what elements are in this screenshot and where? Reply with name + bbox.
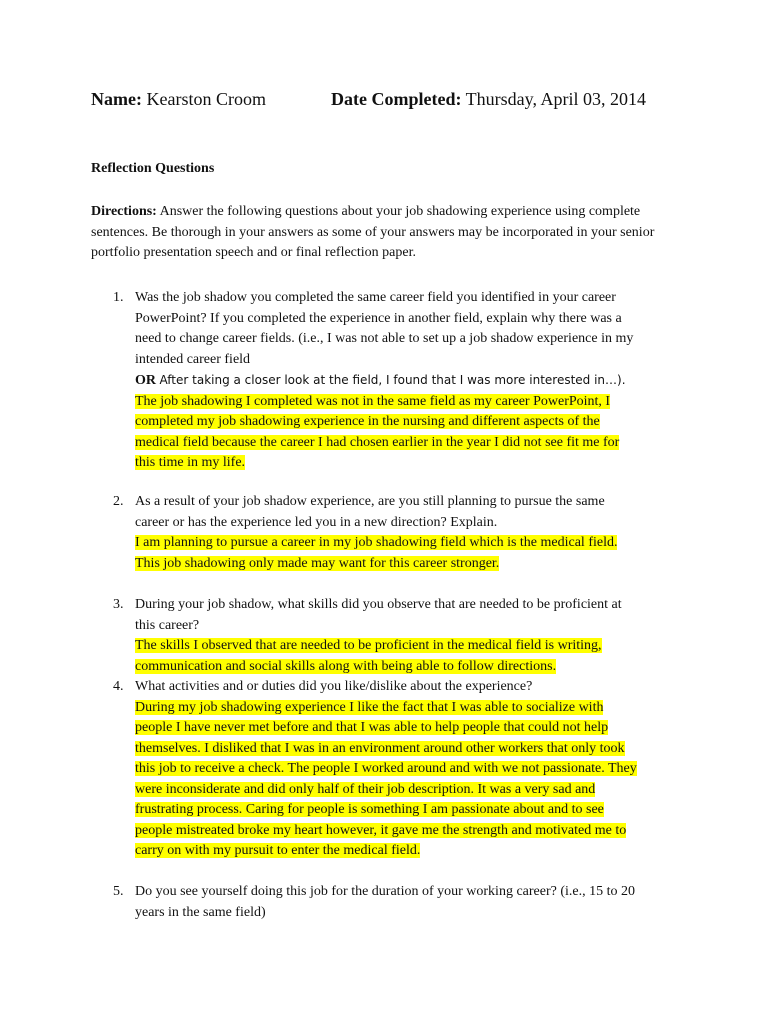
question-line: Was the job shadow you completed the same career field you identified in your career [135,290,616,305]
answer-line: The job shadowing I completed was not in the same field as my career PowerPoint, I [135,393,611,409]
date-value: Thursday, April 03, 2014 [465,89,646,109]
answer-line: During my job shadowing experience I like the fact that I was able to socialize with [135,699,604,715]
date-label: Date Completed: [331,89,462,109]
answer-line: communication and social skills along with being able to follow directions. [135,658,557,674]
answer-line: themselves. I disliked that I was in an environment around other workers that only took [135,740,625,756]
answer-line: this time in my life. [135,455,246,470]
question-number: 1. [113,290,124,305]
or-line [135,370,633,392]
question-line: need to change career fields. (i.e., I was not able to set up a job shadow experience in my [135,331,634,346]
question-number: 4. [113,679,124,694]
answer-line: frustrating process. Caring for people is something I am passionate about and to see [135,802,604,817]
answer-line: The skills I observed that are needed to be proficient in the medical field is writing, [135,638,602,653]
name-value: Kearston Croom [146,89,266,109]
question-number: 5. [113,884,124,899]
question-number: 3. [113,597,124,612]
or-text: After taking a closer look at the field, I found that I was more interested in…). [159,373,626,387]
question-line: As a result of your job shadow experience, are you still planning to pursue the same [135,494,605,509]
or-label: OR [135,373,156,388]
question-line: PowerPoint? If you completed the experience in another field, explain why there was a [135,310,622,326]
date-block [331,89,646,110]
answer-line: were inconsiderate and did only half of their job description. It was a very sad and [135,781,596,797]
header [91,89,646,110]
answer-line: people I have never met before and that I was able to help people that could not help [135,720,609,735]
answer-line: I am planning to pursue a career in my job shadowing field which is the medical field. [135,535,618,550]
question-line: intended career field [135,351,251,367]
question-line: career or has the experience led you in a new direction? Explain. [135,514,498,530]
answer-line: medical field because the career I had chosen earlier in the year I did not see fit me for [135,434,620,450]
question-line: During your job shadow, what skills did you observe that are needed to be proficient at [135,597,622,612]
answer-line: completed my job shadowing experience in the nursing and different aspects of the [135,414,600,429]
answer-line: people mistreated broke my heart however, it gave me the strength and motivated me to [135,822,627,838]
question-line: What activities and or duties did you like/dislike about the experience? [135,679,533,694]
question-line: this career? [135,617,200,633]
answer-line: This job shadowing only made may want for this career stronger. [135,555,500,571]
answer-line: carry on with my pursuit to enter the medical field. [135,843,421,858]
question-number: 2. [113,494,124,509]
name-label: Name: [91,89,142,109]
question-line: Do you see yourself doing this job for the duration of your working career? (i.e., 15 to 20 [135,884,635,899]
answer-line: this job to receive a check. The people I worked around and with we not passionate. They [135,761,637,776]
section-title: Reflection Questions [91,161,215,176]
directions [91,202,691,264]
directions-label: Directions: [91,204,157,219]
question-line: years in the same field) [135,904,266,920]
directions-text: Answer the following questions about your job shadowing experience using complete sentences. Be thorough in your answers as some of your answers may be incorporated in your senior portfolio presentation speech and or final reflection paper. [91,204,655,260]
